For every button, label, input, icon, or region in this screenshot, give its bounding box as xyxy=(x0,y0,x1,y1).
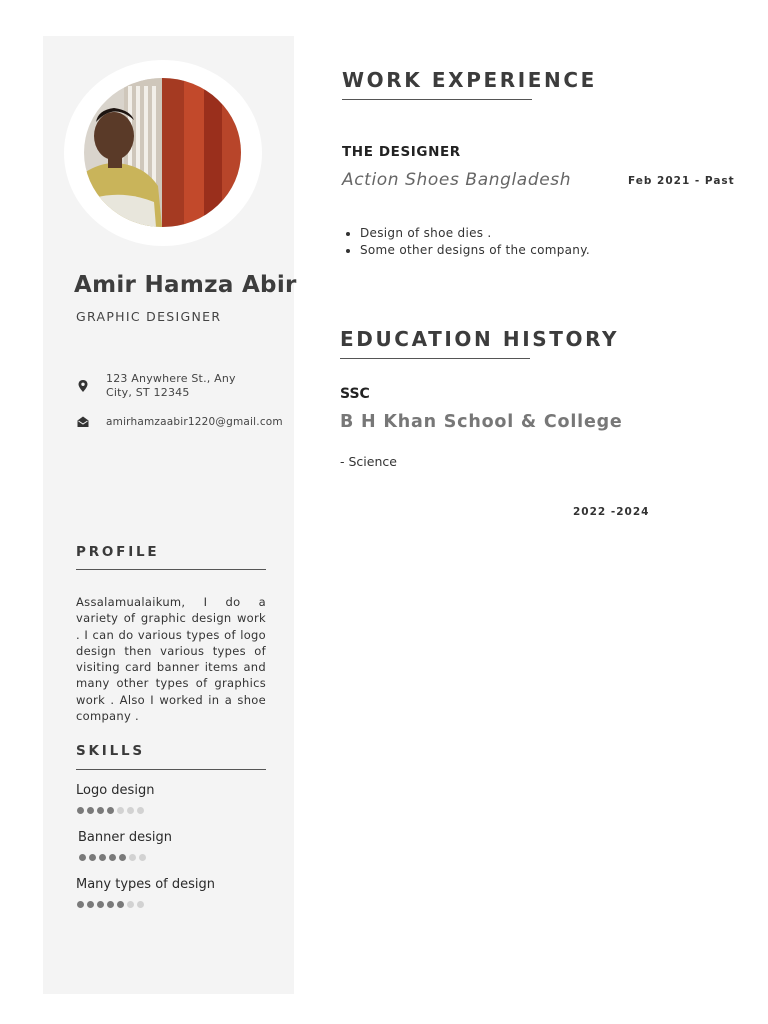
rating-dot-filled xyxy=(77,807,84,814)
rating-dot-filled xyxy=(97,901,104,908)
skill-rating xyxy=(79,854,146,861)
work-bullets xyxy=(342,225,590,259)
rating-dot-empty xyxy=(139,854,146,861)
skill-name: Banner design xyxy=(78,830,172,845)
rating-dot-filled xyxy=(107,901,114,908)
degree: SSC xyxy=(340,386,370,402)
skill-rating xyxy=(77,901,144,908)
job-title: THE DESIGNER xyxy=(342,144,461,160)
company-name: Action Shoes Bangladesh xyxy=(342,170,572,190)
portrait-image xyxy=(84,78,241,227)
rating-dot-filled xyxy=(117,901,124,908)
work-dates: Feb 2021 - Past xyxy=(628,175,735,187)
rating-dot-empty xyxy=(137,807,144,814)
profile-photo xyxy=(84,78,241,227)
list-item: • Design of shoe dies . xyxy=(360,225,590,242)
rating-dot-empty xyxy=(137,901,144,908)
education-dates: 2022 -2024 xyxy=(573,506,650,518)
education-heading: EDUCATION HISTORY xyxy=(340,327,620,351)
work-divider xyxy=(342,99,532,100)
skills-divider xyxy=(76,769,266,770)
skill-name: Many types of design xyxy=(76,877,215,892)
skill-rating xyxy=(77,807,144,814)
skills-heading: SKILLS xyxy=(76,743,145,759)
rating-dot-empty xyxy=(127,901,134,908)
profile-text: Assalamualaikum, I do a variety of graphic design work . I can do various types of logo design then various types of visiting card banner items and many other types of graphics work . Also I worked in a shoe company . xyxy=(76,595,266,724)
rating-dot-filled xyxy=(97,807,104,814)
rating-dot-filled xyxy=(107,807,114,814)
rating-dot-filled xyxy=(109,854,116,861)
school-name: B H Khan School & College xyxy=(340,412,623,432)
rating-dot-empty xyxy=(127,807,134,814)
person-name: Amir Hamza Abir xyxy=(74,272,297,298)
contact-email[interactable]: amirhamzaabir1220@gmail.com xyxy=(106,416,283,428)
skill-name: Logo design xyxy=(76,783,155,798)
rating-dot-filled xyxy=(119,854,126,861)
study-field: - Science xyxy=(340,454,397,469)
envelope-icon xyxy=(76,415,90,429)
rating-dot-filled xyxy=(87,901,94,908)
contact-address: 123 Anywhere St., Any City, ST 12345 xyxy=(106,372,236,399)
profile-divider xyxy=(76,569,266,570)
rating-dot-filled xyxy=(99,854,106,861)
rating-dot-empty xyxy=(117,807,124,814)
rating-dot-filled xyxy=(77,901,84,908)
rating-dot-empty xyxy=(129,854,136,861)
list-item: • Some other designs of the company. xyxy=(360,242,590,259)
profile-heading: PROFILE xyxy=(76,544,160,560)
map-pin-icon xyxy=(76,379,90,393)
work-experience-heading: WORK EXPERIENCE xyxy=(342,68,597,92)
rating-dot-filled xyxy=(89,854,96,861)
education-divider xyxy=(340,358,530,359)
person-role: GRAPHIC DESIGNER xyxy=(76,309,222,324)
rating-dot-filled xyxy=(79,854,86,861)
rating-dot-filled xyxy=(87,807,94,814)
